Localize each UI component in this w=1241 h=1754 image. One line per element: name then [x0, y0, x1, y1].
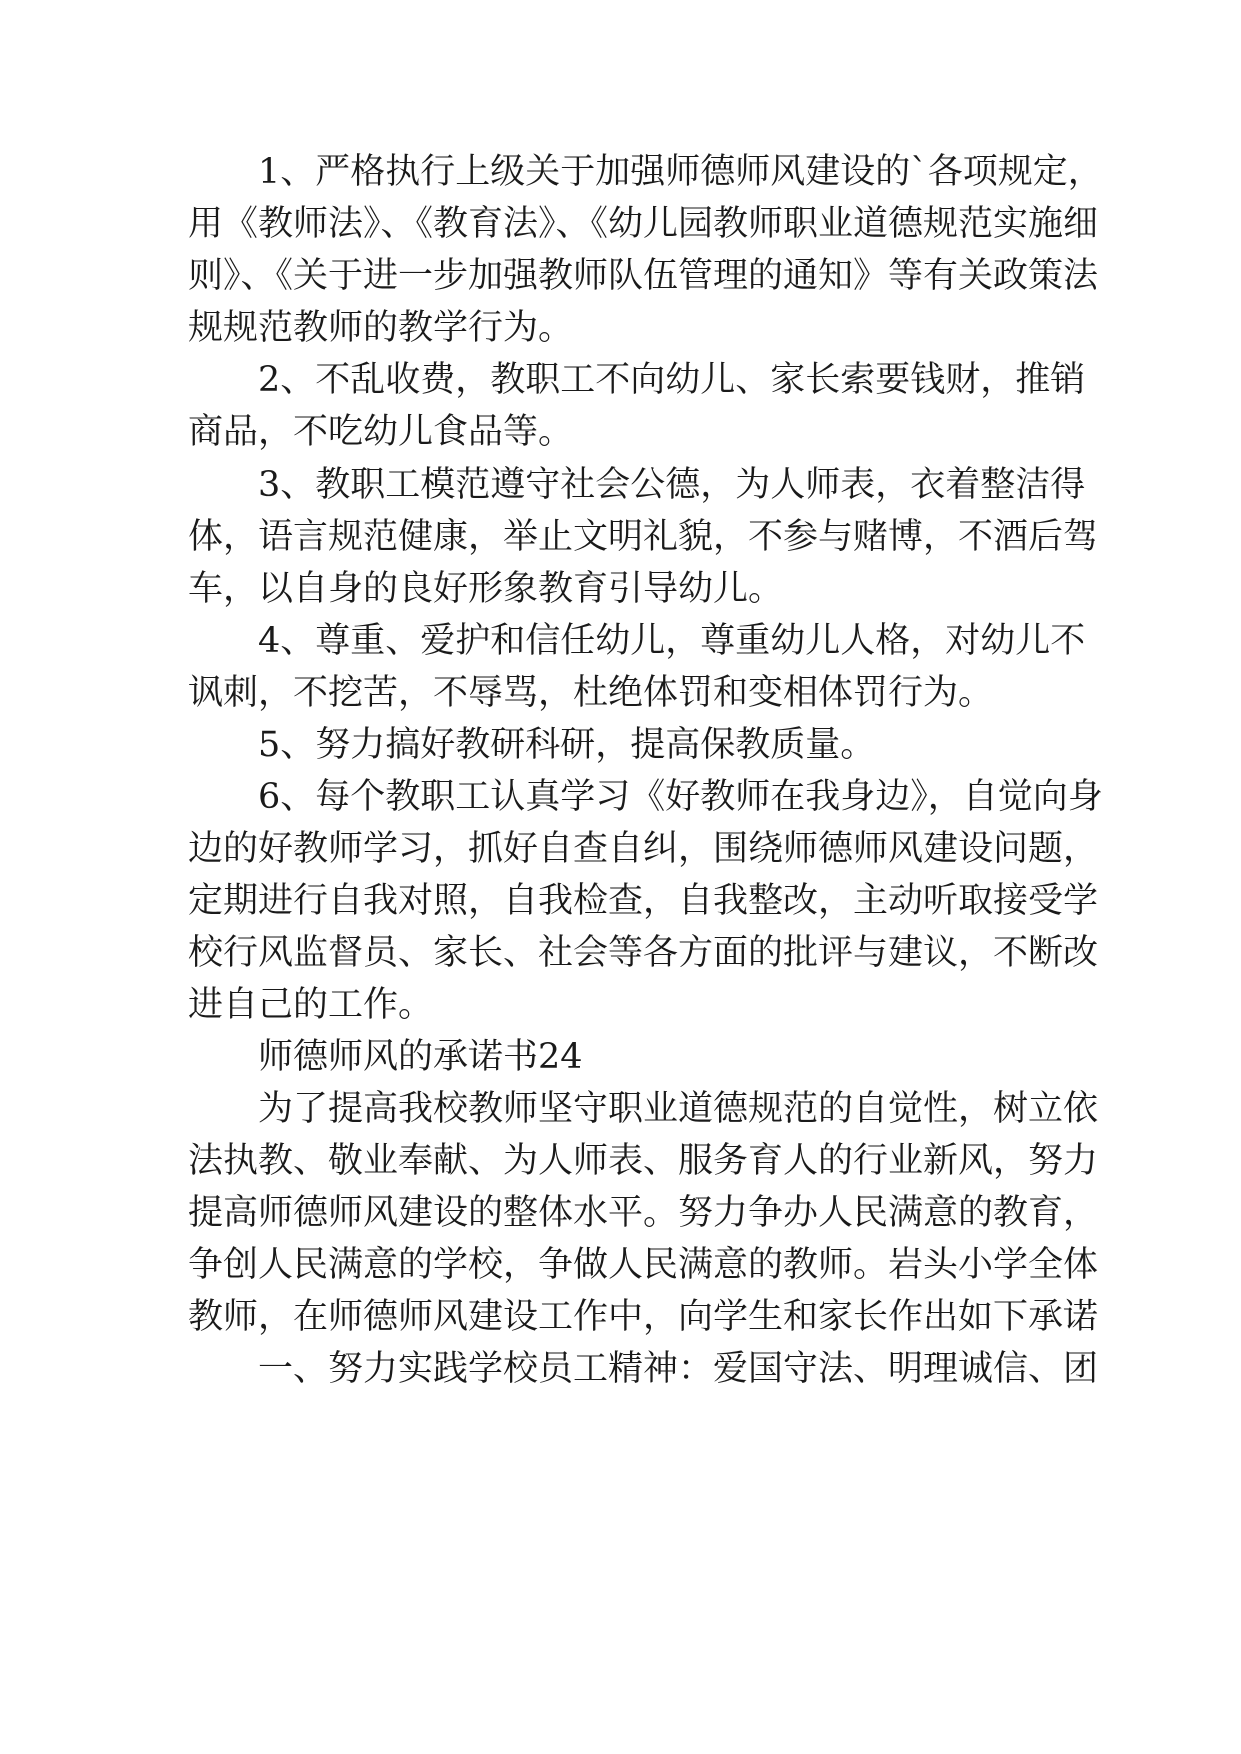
text-line-11: 讽刺，不挖苦，不辱骂，杜绝体罚和变相体罚行为。 — [188, 673, 994, 713]
text-line-4: 规规范教师的教学行为。 — [188, 308, 574, 348]
text-line-13: 6、每个教职工认真学习《好教师在我身边》，自觉向身 — [258, 777, 1103, 817]
text-line-17: 进自己的工作。 — [188, 985, 434, 1025]
text-line-16: 校行风监督员、家长、社会等各方面的批评与建议，不断改 — [188, 933, 1099, 973]
text-line-6: 商品，不吃幼儿食品等。 — [188, 412, 574, 452]
text-line-19: 为了提高我校教师坚守职业道德规范的自觉性，树立依 — [258, 1089, 1099, 1129]
text-line-10: 4、尊重、爱护和信任幼儿，尊重幼儿人格，对幼儿不 — [258, 621, 1086, 661]
text-line-7: 3、教职工模范遵守社会公德，为人师表，衣着整洁得 — [258, 465, 1086, 505]
text-line-23: 教师，在师德师风建设工作中，向学生和家长作出如下承诺 — [188, 1297, 1099, 1337]
text-line-15: 定期进行自我对照，自我检查，自我整改，主动听取接受学 — [188, 881, 1099, 921]
text-line-9: 车，以自身的良好形象教育引导幼儿。 — [188, 569, 784, 609]
text-line-20: 法执教、敬业奉献、为人师表、服务育人的行业新风，努力 — [188, 1141, 1099, 1181]
text-line-12: 5、努力搞好教研科研，提高保教质量。 — [258, 725, 876, 765]
section-heading: 师德师风的承诺书24 — [258, 1037, 583, 1077]
text-line-5: 2、不乱收费，教职工不向幼儿、家长索要钱财，推销 — [258, 360, 1086, 400]
text-line-24: 一、努力实践学校员工精神：爱国守法、明理诚信、团 — [258, 1349, 1099, 1389]
text-line-8: 体，语言规范健康，举止文明礼貌，不参与赌博，不酒后驾 — [188, 517, 1099, 557]
text-line-22: 争创人民满意的学校，争做人民满意的教师。岩头小学全体 — [188, 1245, 1099, 1285]
text-line-2: 用《教师法》、《教育法》、《幼儿园教师职业道德规范实施细 — [188, 204, 1099, 244]
text-line-21: 提高师德师风建设的整体水平。努力争办人民满意的教育， — [188, 1193, 1099, 1233]
text-line-14: 边的好教师学习，抓好自查自纠，围绕师德师风建设问题， — [188, 829, 1099, 869]
text-line-3: 则》、《关于进一步加强教师队伍管理的通知》等有关政策法 — [188, 256, 1099, 296]
text-line-1: 1、严格执行上级关于加强师德师风建设的`各项规定， — [258, 152, 1103, 192]
